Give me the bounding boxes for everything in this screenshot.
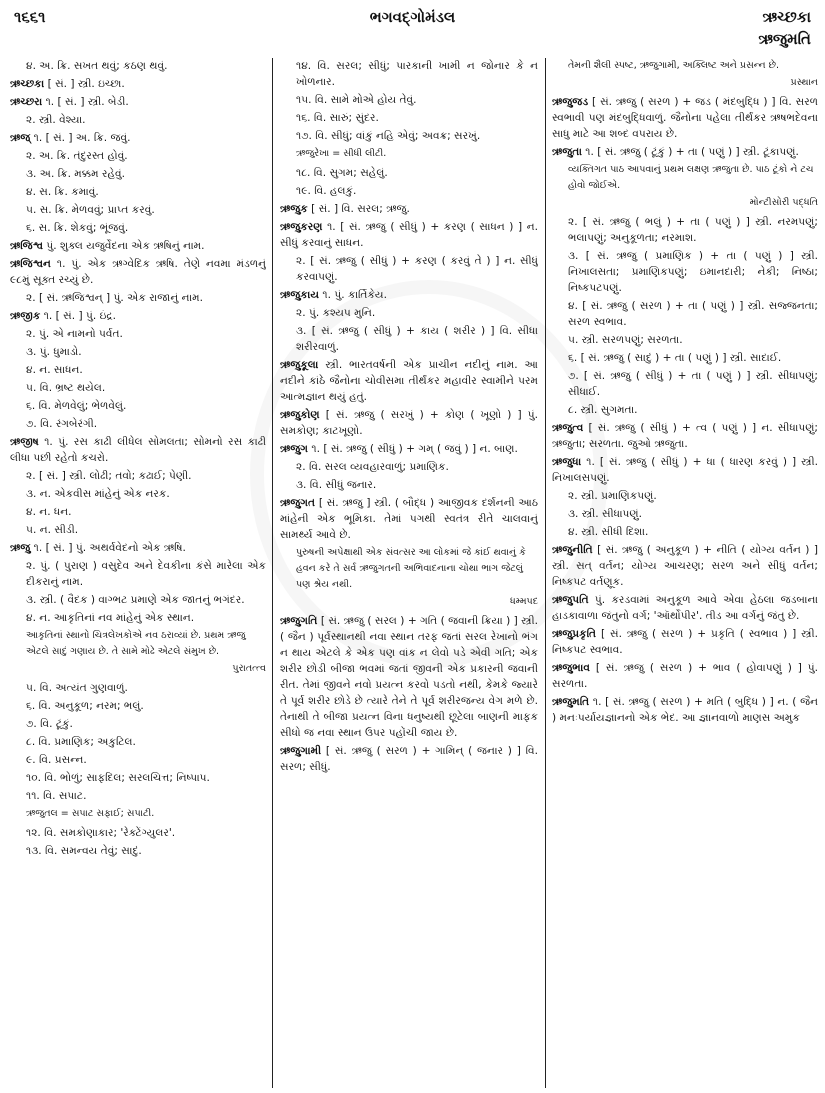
dictionary-entry <box>552 592 818 624</box>
headword: ઋજુક <box>280 203 308 215</box>
sense-line: ૬. વિ. મેળવેલું; ભેળવેલું. <box>26 400 127 412</box>
dictionary-entry <box>280 613 538 741</box>
definition-text: પું. કરડવામાં અનુકૂળ આવે એવા હેઠલા જડબાના હાડકાવાળા જંતુનો વર્ગ; 'ઑર્થોપીર'. તીડ આ વર્ગનું જંતુ છે. <box>552 594 818 622</box>
dictionary-entry <box>10 238 266 254</box>
sense-line: ૧૦. વિ. ભોળું; સાફદિલ; સરલચિત્ત; નિષ્પાપ. <box>26 772 210 784</box>
definition-text: ૧. [ સં. ઋજુ ( સીધું ) + ગમ્ ( જવું ) ] ન. બાણ. <box>308 443 518 455</box>
dictionary-entry <box>280 407 538 439</box>
running-title: ભગવદ્ગોમંડલ <box>369 8 456 26</box>
headword: ઋજુકૂલા <box>280 359 319 371</box>
sense-line: ૪. ન. ધન. <box>26 506 72 518</box>
sense-line: ૩. વિ. સીધું જનાર. <box>296 479 377 491</box>
sense-line: ૨. વિ. સરલ વ્યવહારવાળું; પ્રમાણિક. <box>296 461 449 473</box>
sense-line: ૪. ન. આકૃતિનાં નવ માંહેનું એક સ્થાન. <box>26 612 195 624</box>
dictionary-entry <box>552 626 818 658</box>
quote-source: ધમ્મપદ <box>510 596 538 607</box>
definition-text: ૧. [ સં. ઋજુ ( સરળ ) + મતિ ( બુદ્ધિ ) ] ન. ( જૈન ) મનઃપર્યાયજ્ઞાનનો એક ભેદ. આ જ્ઞાનવાળો માણસ અમુક <box>552 696 818 724</box>
sense-line: ૬. [ સં. ઋજુ ( સાદું ) + તા ( પણું ) ] સ્ત્રી. સાદાઈ. <box>568 352 782 364</box>
sense-line: ૨. [ સં. ઋજિશ્વન્ ] પું. એક રાજાનું નામ. <box>26 292 203 304</box>
headword: ઋજીષ <box>10 436 39 448</box>
definition-text: પું. શુક્લ યજુર્વેદના એક ઋષિનું નામ. <box>43 240 205 252</box>
sense-line: ૨. સ્ત્રી. વેશ્યા. <box>26 114 86 126</box>
definition-text: ૧. [ સં. ] પું. અથર્વવેદનો એક ઋષિ. <box>30 542 186 554</box>
dictionary-entry <box>552 694 818 726</box>
dictionary-entry <box>280 219 538 251</box>
sense-line: ૬. વિ. અનુકૂળ; નરમ; ભલું. <box>26 700 144 712</box>
headword: ઋજુપ્રકૃતિ <box>552 628 597 640</box>
sense-line: ૫. સ્ત્રી. સરળપણું; સરળતા. <box>568 334 683 346</box>
sense-line: ૨. સ્ત્રી. પ્રમાણિકપણું. <box>568 490 657 502</box>
dictionary-entry <box>280 441 538 457</box>
column-divider-2 <box>545 58 546 1088</box>
definition-text: [ સં. ઋજુ ( અનુકૂળ ) + નીતિ ( યોગ્ય વર્તન ) ] સ્ત્રી. સત્ વર્તન; યોગ્ય આચરણ; સરળ અને સીધું વર્તન; નિષ્કપટ વર્તણૂક. <box>552 544 818 588</box>
definition-text: [ સં. ઋજુ ] સ્ત્રી. ( બૌદ્ધ ) આજીવક દર્શનની આઠ માંહેની એક ભૂમિકા. તેમાં પગથી સ્વતંત્ર રીતે ચાલવાનું સામર્થ્ય આવે છે. <box>280 497 538 541</box>
definition-text: ૧. પું. એક ઋગ્વેદિક ઋષિ. તેણે નવમા મંડળનું ૯૮મું સૂક્ત રચ્યું છે. <box>10 258 266 286</box>
sense-line: ૨. પું. ( પુરાણ ) વસુદેવ અને દેવકીના કંસે મારેલા એક દીકરાનું નામ. <box>26 560 266 588</box>
dictionary-entry <box>280 743 538 775</box>
sense-line: ૧૨. વિ. સમકોણાકાર; 'રેક્ટેંગ્યુલર'. <box>26 827 176 839</box>
dictionary-column-1 <box>10 58 266 1090</box>
sense-line: ૫. વિ. ભ્રષ્ટ થયેલ. <box>26 382 106 394</box>
dictionary-entry <box>10 434 266 466</box>
definition-text: ૧. [ સં. ] પું. ઇંદ્ર. <box>40 310 117 322</box>
dictionary-entry <box>552 454 818 486</box>
usage-quote: પુરુષની અપેક્ષાથી એક સંવત્સર આ લોકમાં જે કાંઈ થવાનું કે હવન કરે તે સર્વ ઋજુગતની અભિવાદનાના ચોથા ભાગ જેટલું પણ શ્રેય નથી. <box>296 547 526 590</box>
sense-line: ૪. સ. ક્રિ. કમાવું. <box>26 186 99 198</box>
dictionary-column-3 <box>552 58 818 1090</box>
headword: ઋજુનીતિ <box>552 544 593 556</box>
usage-quote: ઋજુતલ = સપાટ સફાઈ; સપાટી. <box>26 808 155 819</box>
sense-line: ૩. સ્ત્રી. ( વૈદક ) વાગ્ભટ પ્રમાણે એક જાતનું ભગંદર. <box>26 594 245 606</box>
definition-text: ૧. પું. કાર્તિકેય. <box>319 289 387 301</box>
sense-line: ૪. સ્ત્રી. સીધી દિશા. <box>568 526 649 538</box>
sense-line: ૫. સ. ક્રિ. મેળવવું; પ્રાપ્ત કરવું. <box>26 204 155 216</box>
definition-text: [ સં. ઋજુ ( સરળ ) + જડ ( મંદબુદ્ધિ ) ] વિ. સરળ સ્વભાવી પણ મંદબુદ્ધિવાળું. જૈનોના પહેલા તીર્થંકર ઋષભદેવના સાધુ માટે આ શબ્દ વપરાય છે. <box>552 96 818 140</box>
headword: ઋજુધા <box>552 456 582 468</box>
definition-text: સ્ત્રી. ભારતવર્ષની એક પ્રાચીન નદીનું નામ. આ નદીને કાંઠે જૈનોના ચોવીસમા તીર્થંકર મહાવીર સ્વામીને પરમ આત્મજ્ઞાન થયું હતું. <box>280 359 538 403</box>
definition-text: ૧. [ સં. ઋજુ ( ટૂંકું ) + તા ( પણું ) ] સ્ત્રી. ટૂંકાપણું. <box>581 146 799 158</box>
headword: ઋજીક <box>10 310 41 322</box>
headword: ઋજુગામી <box>280 745 322 757</box>
quote-source: મોન્ટીસોરી પદ્ધતિ <box>749 197 818 208</box>
sense-line: ૧૯. વિ. હલકું. <box>296 185 357 197</box>
sense-line: ૩. અ. ક્રિ. મક્કમ રહેવું. <box>26 168 125 180</box>
headword: ઋચ્છરા <box>10 96 43 108</box>
headword: ઋજુકરણ <box>280 221 323 233</box>
definition-text: ૧. પું. રસ કાઢી લીધેલ સોમલતા; સોમનો રસ કાઢી લીધા પછી રહેતો કચરો. <box>10 436 266 464</box>
definition-text: ૧. [ સં. ] સ્ત્રી. બેડી. <box>42 96 129 108</box>
sense-line: ૧૮. વિ. સુગમ; સહેલું. <box>296 167 388 179</box>
sense-line: ૨. [ સં. ] સ્ત્રી. લોઢી; તવો; કઢાઈ; પેણી. <box>26 470 192 482</box>
sense-line: ૨. અ. ક્રિ. તંદુરસ્ત હોવું. <box>26 150 128 162</box>
dictionary-column-2 <box>280 58 538 1090</box>
headword: ઋજુગત <box>280 497 316 509</box>
dictionary-entry <box>552 144 818 160</box>
definition-text: [ સં. ઋજુ ( સરલ ) + ગતિ ( જવાની ક્રિયા ) ] સ્ત્રી. ( જૈન ) પૂર્વસ્થાનથી નવા સ્થાન તરફ જતાં સરલ રેખાનો ભંગ ન થાય એટલે કે એક પણ વાંક ન લેવો પડે એવી ગતિ; એક શરીર છોડી બીજા ભવમાં જતાં જીવની એક પ્રકારની જવાની રીત. તેમાં જીવને નવો પ્રયત્ન કરવો પડતો નથી, કેમકે જ્યારે તે પૂર્વ શરીર છોડે છે ત્યારે તેને તે પૂર્વ શરીરજન્ય વેગ મળે છે. તેનાથી તે બીજા પ્રયત્ન વિના ધનુષ્યથી છૂટેલા બાણની માફક સીધો જ નવા સ્થાન ઉપર પહોંચી જાય છે. <box>280 615 538 739</box>
sense-line: ૨. પું. એ નામનો પર્વત. <box>26 328 123 340</box>
headword: ઋજુતા <box>552 146 582 158</box>
definition-text: [ સં. ઋજુ ( સરળ ) + ગામિન્ ( જનાર ) ] વિ. સરળ; સીધું. <box>280 745 538 773</box>
headword: ઋજુગ <box>280 443 309 455</box>
headword: ઋજુજડ <box>552 96 589 108</box>
dictionary-entry <box>10 256 266 288</box>
sense-line: ૯. વિ. પ્રસન્ન. <box>26 754 87 766</box>
headword: ઋજિશ્વન <box>10 258 51 270</box>
guide-word-first: ઋચ્છકા <box>762 8 811 26</box>
dictionary-entry <box>280 495 538 543</box>
headword: ઋજુત્વ <box>552 422 584 434</box>
dictionary-entry <box>280 357 538 405</box>
definition-text: ૧. [ સં. ] અ. ક્રિ. જવું. <box>30 132 131 144</box>
definition-text: ૧. [ સં. ઋજુ ( સીધું ) + કરણ ( સાધન ) ] ન. સીધું કરવાનું સાધન. <box>280 221 538 249</box>
sense-line: ૩. સ્ત્રી. સીધાપણું. <box>568 508 643 520</box>
dictionary-entry <box>552 660 818 692</box>
dictionary-entry <box>10 94 266 110</box>
page-number: ૧૬૬૧ <box>14 8 46 26</box>
sense-line: ૭. [ સં. ઋજુ ( સીધું ) + તા ( પણું ) ] સ્ત્રી. સીધાપણું; સીધાઈ. <box>568 370 818 398</box>
headword: ઋજિશ્વ <box>10 240 44 252</box>
quote-source: પુરાતત્ત્વ <box>232 663 266 674</box>
definition-text: ૧. [ સં. ઋજુ ( સીધું ) + ધા ( ધારણ કરવું ) ] સ્ત્રી. નિખાલસપણું. <box>552 456 818 484</box>
dictionary-entry <box>10 130 266 146</box>
usage-quote: ઋજુરેખા = સીધી લીટી. <box>296 148 387 159</box>
sense-line: ૧૧. વિ. સપાટ. <box>26 790 87 802</box>
definition-text: [ સં. ] સ્ત્રી. ઇચ્છા. <box>44 78 125 90</box>
sense-line: ૩. [ સં. ઋજુ ( સીધું ) + કાય ( શરીર ) ] વિ. સીધા શરીરવાળું. <box>296 325 538 353</box>
sense-line: ૮. વિ. પ્રમાણિક; અકુટિલ. <box>26 736 136 748</box>
sense-line: ૭. વિ. ટૂંકું. <box>26 718 73 730</box>
headword: ઋજુપતિ <box>552 594 589 606</box>
sense-line: ૪. [ સં. ઋજુ ( સરળ ) + તા ( પણું ) ] સ્ત્રી. સજ્જનતા; સરળ સ્વભાવ. <box>568 300 818 328</box>
dictionary-entry <box>280 287 538 303</box>
definition-text: [ સં. ઋજુ ( સરળ ) + પ્રકૃતિ ( સ્વભાવ ) ] સ્ત્રી. નિષ્કપટ સ્વભાવ. <box>552 628 818 656</box>
sense-line: ૧૭. વિ. સીધું; વાંકું નહિ એવું; અવક્ર; સરખું. <box>296 130 481 142</box>
sense-line: ૪. અ. ક્રિ. સખત થવું; કઠણ થવું. <box>26 60 168 72</box>
definition-text: [ સં. ઋજુ ( સરખું ) + કોણ ( ખૂણો ) ] પું. સમકોણ; કાટખૂણો. <box>280 409 538 437</box>
headword: ઋજુકોણ <box>280 409 320 421</box>
sense-line: ૩. ન. એકવીસ માંહેનું એક નરક. <box>26 488 170 500</box>
sense-line: ૨. [ સં. ઋજુ ( સીધું ) + કરણ ( કરવું તે ) ] ન. સીધું કરવાપણું. <box>296 255 538 283</box>
guide-word-last: ઋજુમતિ <box>758 30 811 48</box>
sense-line: ૩. [ સં. ઋજુ ( પ્રમાણિક ) + તા ( પણું ) ] સ્ત્રી. નિખાલસતા; પ્રમાણિકપણું; ઇમાનદારી; નેકી; નિષ્ઠા; નિષ્કપટપણું. <box>568 250 818 294</box>
dictionary-entry <box>10 540 266 556</box>
sense-line: ૧૬. વિ. સારું; સુંદર. <box>296 112 379 124</box>
sense-line: ૬. સ. ક્રિ. શેકવું; ભૂંજવું. <box>26 222 129 234</box>
headword: ઋજુગતિ <box>280 615 318 627</box>
sense-line: ૧૪. વિ. સરલ; સીધું; પારકાની ખામી ન જોનાર કે ન ખોળનાર. <box>296 60 538 88</box>
usage-quote: તેમની શૈલી સ્પષ્ટ, ઋજુગામી, અક્લિષ્ટ અને પ્રસન્ન છે. <box>568 60 779 71</box>
headword: ઋજ્ <box>10 132 31 144</box>
sense-line: ૮. સ્ત્રી. સુગમતા. <box>568 404 638 416</box>
sense-line: ૨. પું. કશ્યપ મુનિ. <box>296 307 376 319</box>
headword: ઋચ્છકા <box>10 78 45 90</box>
sense-line: ૭. વિ. રંગબેરંગી. <box>26 418 98 430</box>
sense-line: ૪. ન. સાધન. <box>26 364 83 376</box>
sense-line: ૨. [ સં. ઋજુ ( ભલું ) + તા ( પણું ) ] સ્ત્રી. નરમપણું; ભલાપણું; અનુકૂળતા; નરમાશ. <box>568 216 818 244</box>
sense-line: ૫. વિ. અત્યંત ગુણવાળું. <box>26 682 128 694</box>
dictionary-entry <box>552 94 818 142</box>
headword: ઋજુકાય <box>280 289 320 301</box>
dictionary-entry <box>280 201 538 217</box>
dictionary-entry <box>10 308 266 324</box>
dictionary-entry <box>552 420 818 452</box>
sense-line: ૧૫. વિ. સામે મોએ હોય તેવું. <box>296 94 417 106</box>
column-divider-1 <box>272 58 273 1088</box>
definition-text: [ સં. ઋજુ ( સીધું ) + ત્વ ( પણું ) ] ન. સીધાપણું; ઋજુતા; સરળતા. જુઓ ઋજુતા. <box>552 422 818 450</box>
dictionary-entry <box>10 76 266 92</box>
quote-source: પ્રસ્થાન <box>790 77 818 88</box>
headword: ઋજુમતિ <box>552 696 590 708</box>
definition-text: [ સં. ] વિ. સરલ; ઋજુ. <box>307 203 410 215</box>
sense-line: ૩. પું. ધુમાડો. <box>26 346 82 358</box>
definition-text: [ સં. ઋજુ ( સરળ ) + ભાવ ( હોવાપણું ) ] પું. સરળતા. <box>552 662 818 690</box>
page-header <box>0 0 825 56</box>
usage-quote: વ્યક્તિગત પાઠ આપવાનું પ્રથમ લક્ષણ ઋજુતા છે. પાઠ ટૂંકો ને ટચ હોવો જોઈએ. <box>568 164 814 191</box>
headword: ઋજુ <box>10 542 31 554</box>
sense-line: ૫. ન. સીડી. <box>26 524 79 536</box>
sense-line: ૧૩. વિ. સમન્વય તેવું; સાદું. <box>26 845 142 857</box>
usage-quote: આકૃતિનાં સ્થાનો ચિત્રલેખકોએ નવ ઠરાવ્યાં છે. પ્રથમ ઋજુ એટલે સાદું ગણાય છે. તે સામે મોઢે એટલે સંમુખ છે. <box>26 630 246 657</box>
headword: ઋજુભાવ <box>552 662 590 674</box>
dictionary-entry <box>552 542 818 590</box>
